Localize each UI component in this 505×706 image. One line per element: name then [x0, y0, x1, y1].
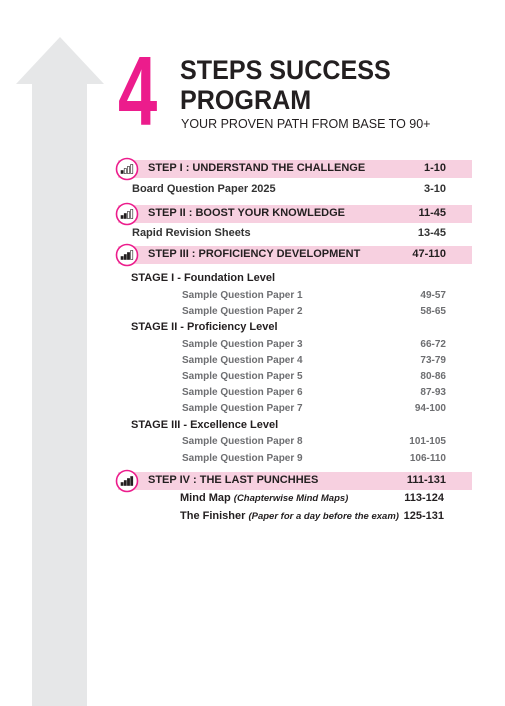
- item-pages: 49-57: [420, 290, 446, 301]
- item-label: Mind Map: [180, 492, 231, 504]
- list-item: [182, 355, 462, 366]
- item-label: Rapid Revision Sheets: [132, 227, 251, 239]
- list-item: [182, 387, 462, 398]
- stage-3-title: STAGE III - Excellence Level: [131, 419, 279, 431]
- step-4-label: STEP IV : THE LAST PUNCHHES: [148, 474, 319, 486]
- step-4-pages: 111-131: [406, 474, 446, 486]
- step-1-item: [118, 181, 472, 199]
- stage-1-title: STAGE I - Foundation Level: [131, 272, 276, 284]
- list-item: [182, 339, 462, 350]
- item-label: Sample Question Paper 5: [182, 371, 303, 382]
- step-1-pages: 1-10: [423, 162, 446, 174]
- item-label: Sample Question Paper 8: [182, 436, 303, 447]
- signal-bars-icon: [115, 243, 139, 267]
- list-item: [182, 306, 462, 317]
- item-label: Sample Question Paper 4: [182, 355, 303, 366]
- item-pages: 58-65: [420, 306, 446, 317]
- stage-2-title: STAGE II - Proficiency Level: [131, 321, 278, 333]
- signal-bars-icon: [115, 469, 139, 493]
- step-2-item: [118, 225, 472, 243]
- big-number-four: 4: [118, 36, 156, 146]
- item-pages: 80-86: [420, 371, 446, 382]
- list-item: [182, 290, 462, 301]
- step-3-pages: 47-110: [412, 248, 446, 260]
- item-label: Sample Question Paper 3: [182, 339, 303, 350]
- step-2-label: STEP II : BOOST YOUR KNOWLEDGE: [148, 207, 346, 219]
- step-4-row: [118, 472, 472, 490]
- item-pages: 101-105: [409, 436, 446, 447]
- subtitle: YOUR PROVEN PATH FROM BASE TO 90+: [181, 117, 431, 131]
- item-label: Sample Question Paper 2: [182, 306, 303, 317]
- item-note: (Paper for a day before the exam): [248, 511, 399, 522]
- step-1-label: STEP I : UNDERSTAND THE CHALLENGE: [148, 162, 366, 174]
- item-pages: 87-93: [420, 387, 446, 398]
- item-pages: 113-124: [404, 492, 444, 504]
- finisher-item: [180, 510, 470, 522]
- item-label: Board Question Paper 2025: [132, 183, 276, 195]
- item-label: Sample Question Paper 6: [182, 387, 303, 398]
- item-pages: 66-72: [420, 339, 446, 350]
- step-3-label: STEP III : PROFICIENCY DEVELOPMENT: [148, 248, 361, 260]
- up-arrow-icon: [0, 0, 110, 706]
- list-item: [182, 371, 462, 382]
- step-2-row: [118, 205, 472, 223]
- item-pages: 106-110: [409, 453, 446, 464]
- list-item: [182, 436, 462, 447]
- title-line-1: STEPS SUCCESS: [180, 55, 391, 85]
- item-label: Sample Question Paper 9: [182, 453, 303, 464]
- step-1-row: [118, 160, 472, 178]
- step-3-row: [118, 246, 472, 264]
- item-note: (Chapterwise Mind Maps): [233, 493, 349, 504]
- mind-map-item: [180, 492, 470, 504]
- list-item: [182, 453, 462, 464]
- list-item: [182, 403, 462, 414]
- item-pages: 3-10: [423, 183, 446, 195]
- title-line-2: PROGRAM: [180, 85, 312, 115]
- item-pages: 94-100: [414, 403, 446, 414]
- item-pages: 13-45: [417, 227, 446, 239]
- item-label: Sample Question Paper 7: [182, 403, 303, 414]
- step-2-pages: 11-45: [418, 207, 446, 219]
- item-label: The Finisher: [180, 510, 246, 522]
- item-pages: 125-131: [403, 510, 444, 522]
- item-label: Sample Question Paper 1: [182, 290, 303, 301]
- item-pages: 73-79: [420, 355, 446, 366]
- signal-bars-icon: [115, 202, 139, 226]
- signal-bars-icon: [115, 157, 139, 181]
